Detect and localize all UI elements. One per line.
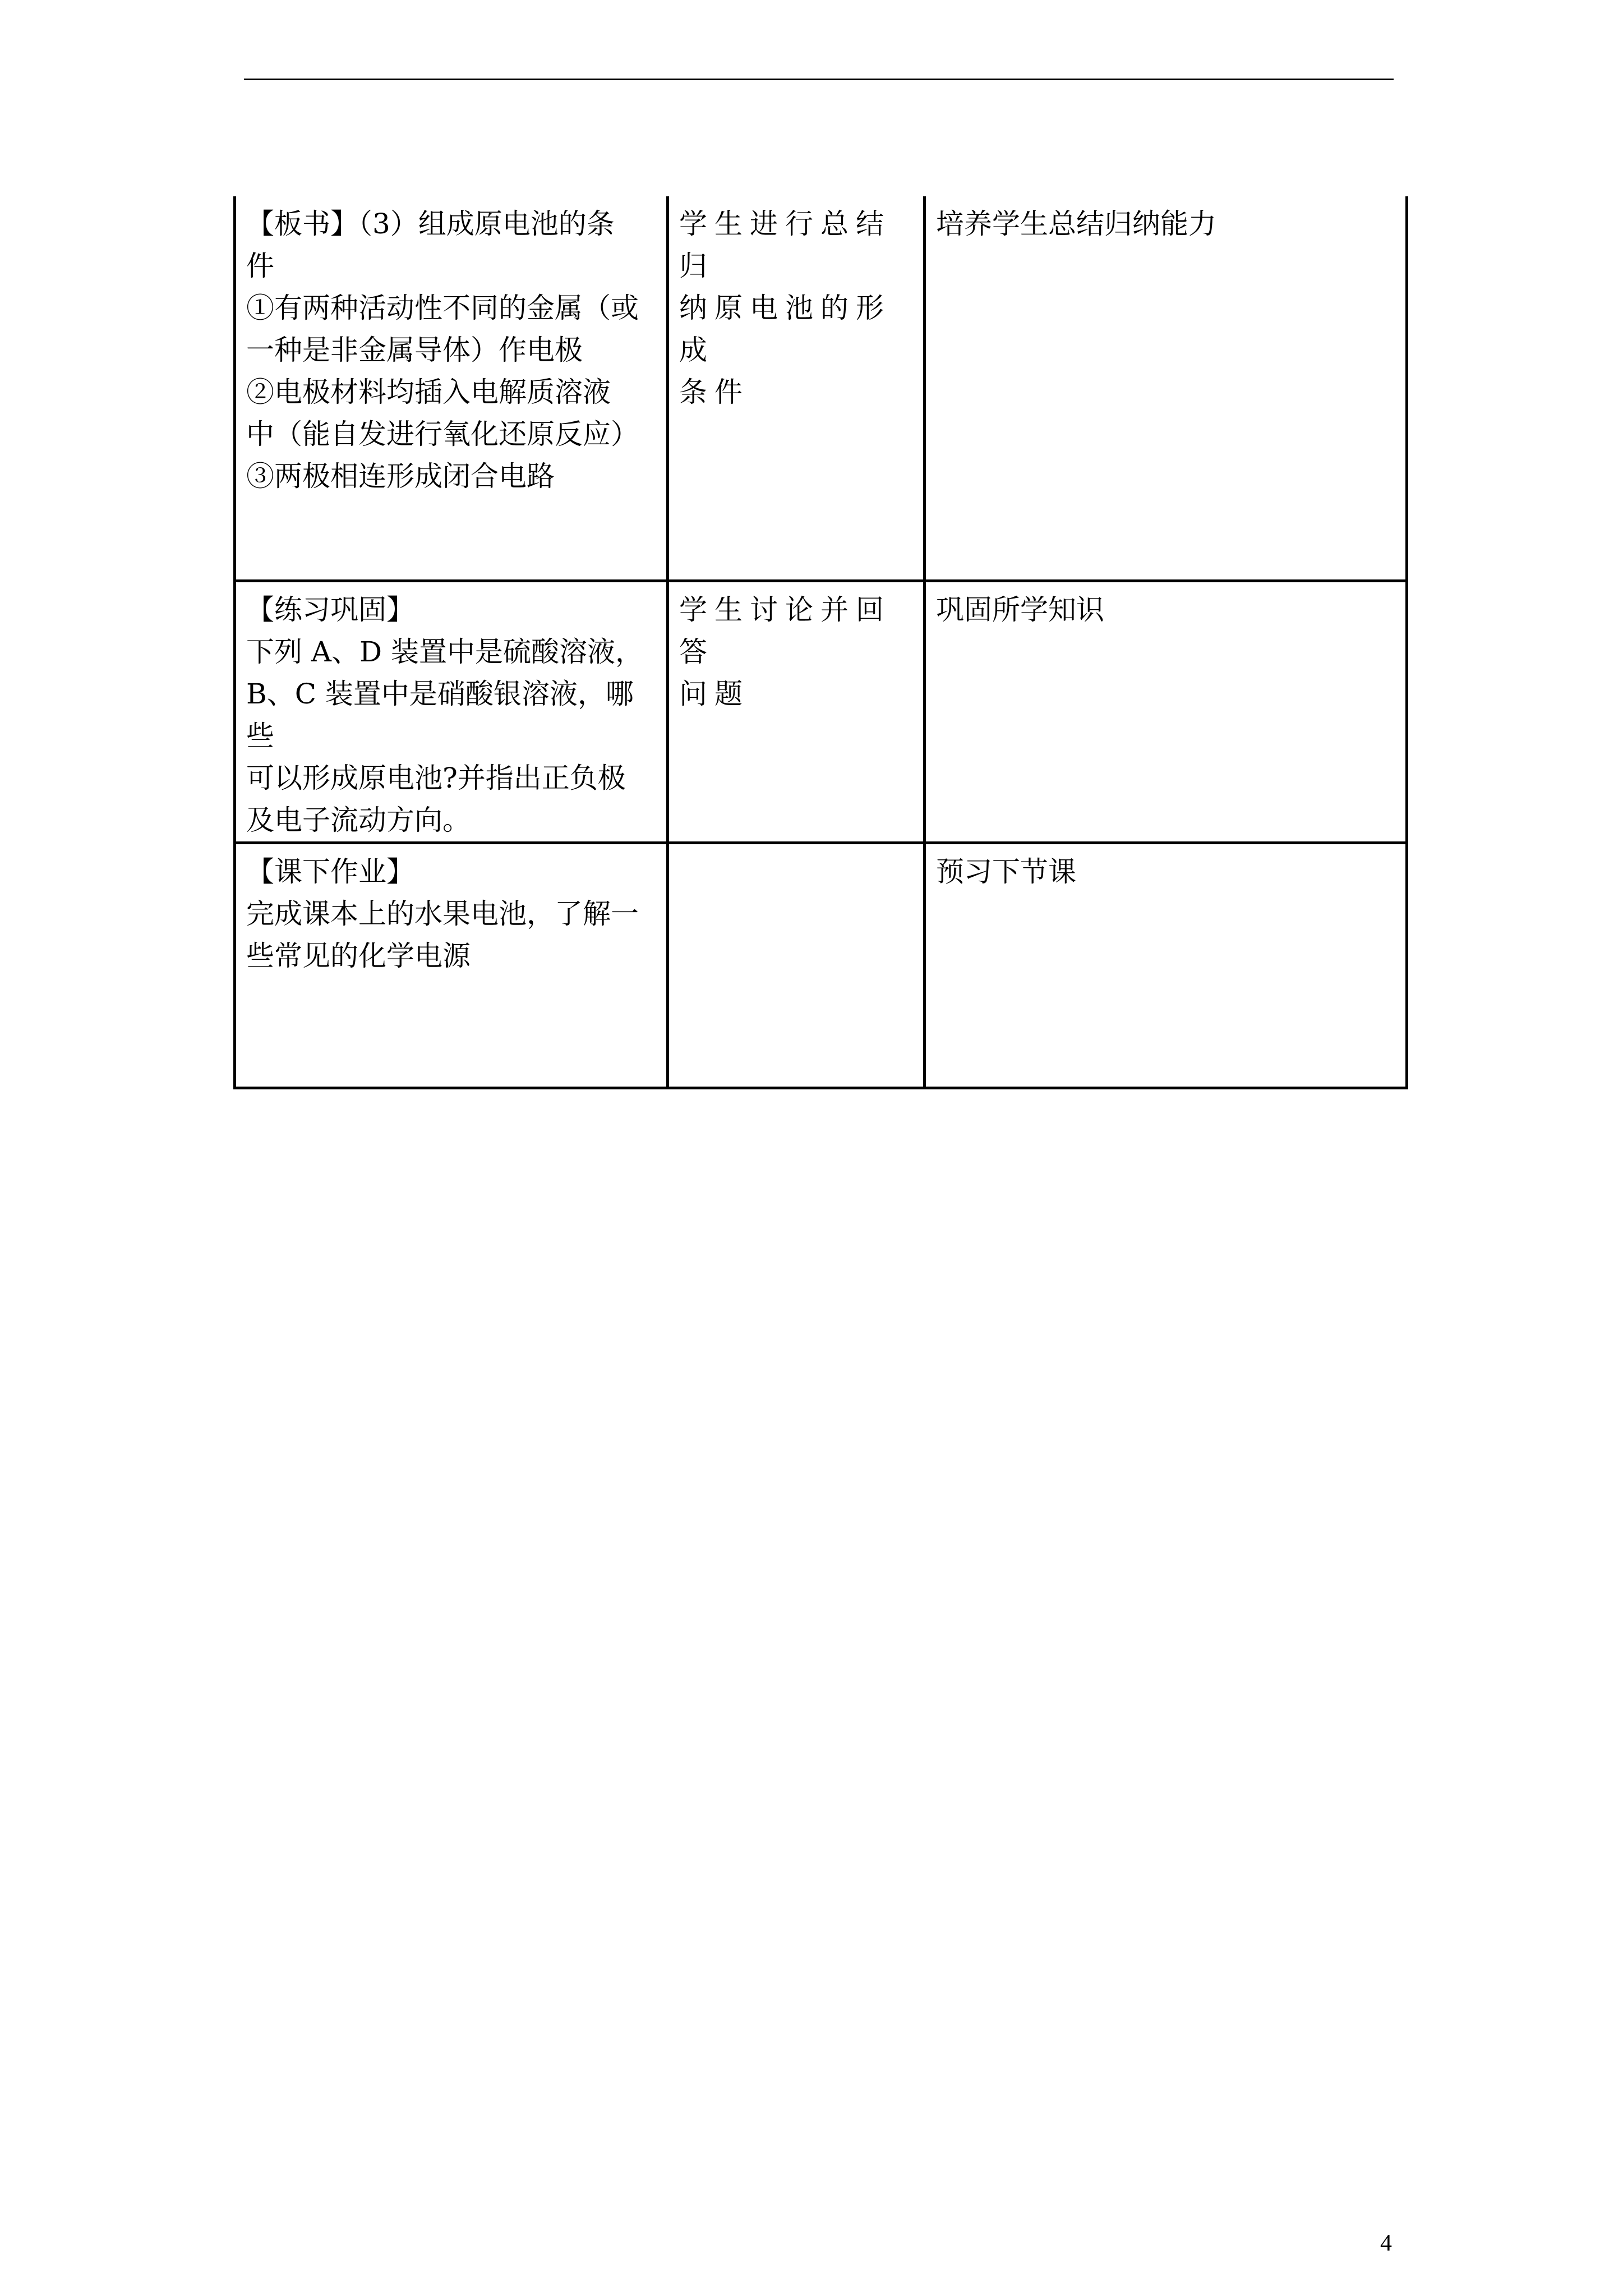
cell-line: 条件: [679, 376, 750, 408]
cell-line: 【课下作业】: [246, 855, 414, 888]
cell-line: 可以形成原电池?并指出正负极: [246, 761, 626, 794]
cell-line: 巩固所学知识: [936, 593, 1104, 626]
header-rule: [244, 79, 1394, 80]
cell-line: 【练习巩固】: [246, 593, 414, 626]
lesson-plan-table: [233, 196, 1408, 1089]
page-number: 4: [1380, 2230, 1392, 2256]
cell-line: 完成课本上的水果电池，了解一: [246, 897, 639, 930]
cell-line: 培养学生总结归纳能力: [936, 208, 1216, 240]
table-row: [235, 581, 1407, 843]
cell-line: 及电子流动方向。: [246, 803, 471, 836]
cell-line: B、C 装置中是硝酸银溶液，哪些: [246, 677, 634, 752]
teacher-activity-cell: [235, 843, 668, 1088]
cell-line: 纳原电池的形成: [679, 292, 891, 366]
cell-line: 学生进行总结归: [679, 208, 891, 282]
design-purpose-cell: [925, 196, 1407, 581]
cell-line: 预习下节课: [936, 855, 1076, 888]
cell-line: 【板书】（3）组成原电池的条: [246, 208, 615, 240]
cell-line: 件: [246, 250, 274, 282]
student-activity-cell: [668, 843, 925, 1088]
cell-line: ③两极相连形成闭合电路: [246, 460, 555, 493]
cell-line: 中（能自发进行氧化还原反应）: [246, 418, 639, 450]
cell-line: 问题: [679, 677, 750, 710]
design-purpose-cell: [925, 581, 1407, 843]
teacher-activity-cell: [235, 196, 668, 581]
student-activity-cell: [668, 581, 925, 843]
cell-line: ①有两种活动性不同的金属（或: [246, 292, 639, 324]
cell-line: 些常见的化学电源: [246, 939, 471, 972]
cell-line: 一种是非金属导体）作电极: [246, 334, 583, 366]
table-row: [235, 843, 1407, 1088]
teacher-activity-cell: [235, 581, 668, 843]
cell-line: ②电极材料均插入电解质溶液: [246, 376, 611, 408]
student-activity-cell: [668, 196, 925, 581]
cell-line: 学生讨论并回答: [679, 593, 891, 668]
table-row: [235, 196, 1407, 581]
cell-line: 下列 A、D 装置中是硫酸溶液，: [246, 635, 643, 668]
design-purpose-cell: [925, 843, 1407, 1088]
